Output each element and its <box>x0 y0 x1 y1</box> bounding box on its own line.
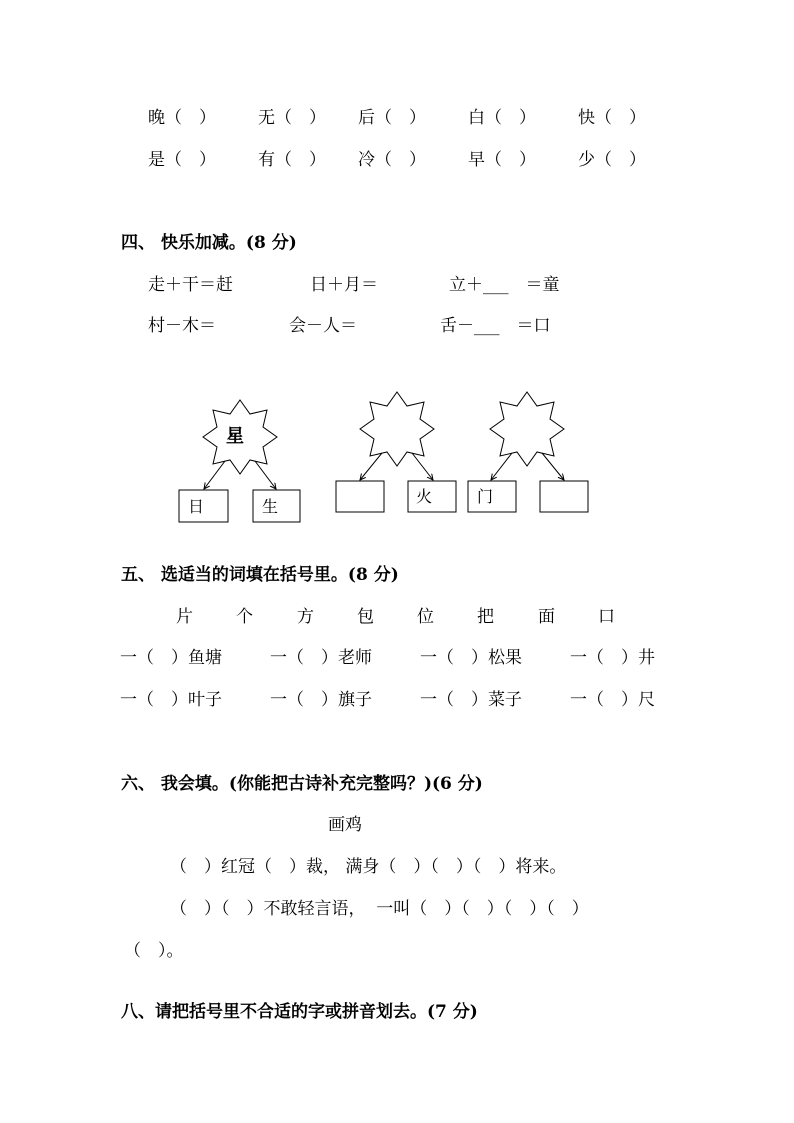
math-2-1: 村－木＝ <box>148 316 216 336</box>
antonym-1-5: 快（ ） <box>578 108 646 128</box>
antonym-2-5: 少（ ） <box>578 150 646 170</box>
star-shape-2 <box>336 392 456 512</box>
measure-2-2: 一（ ）旗子 <box>270 690 372 710</box>
word-2: 个 <box>236 607 253 627</box>
star1-center: 星 <box>226 426 244 447</box>
antonym-2-3: 冷（ ） <box>358 150 426 170</box>
section5-title: 五、 选适当的词填在括号里。(8 分) <box>121 565 399 585</box>
poem-line-2: （ ）（ ）不敢轻言语， 一叫（ ）（ ）（ ）（ ） <box>170 899 589 919</box>
star1-box-left: 日 <box>188 497 205 516</box>
star1-box-right: 生 <box>262 497 279 516</box>
measure-2-4: 一（ ）尺 <box>570 690 655 710</box>
section6-title: 六、 我会填。(你能把古诗补充完整吗？)(6 分) <box>121 774 483 794</box>
measure-2-3: 一（ ）菜子 <box>420 690 522 710</box>
math-1-1: 走＋干＝赶 <box>148 275 233 295</box>
measure-2-1: 一（ ）叶子 <box>120 690 222 710</box>
antonym-1-3: 后（ ） <box>358 108 426 128</box>
poem-line-1: （ ）红冠（ ）裁， 满身（ ）（ ）（ ）将来。 <box>170 857 567 877</box>
math-2-2: 会－人＝ <box>289 316 357 336</box>
math-2-3: 舌－___ ＝口 <box>440 316 551 336</box>
word-3: 方 <box>297 607 314 627</box>
math-1-2: 日＋月＝ <box>310 275 378 295</box>
star2-box-right: 火 <box>416 487 433 506</box>
antonym-2-1: 是（ ） <box>148 150 216 170</box>
word-8: 口 <box>598 607 615 627</box>
measure-1-4: 一（ ）井 <box>570 648 655 668</box>
star3-box-left: 门 <box>477 487 494 506</box>
measure-1-1: 一（ ）鱼塘 <box>120 648 222 668</box>
measure-1-2: 一（ ）老师 <box>270 648 372 668</box>
word-6: 把 <box>477 607 494 627</box>
poem-title: 画鸡 <box>328 815 362 835</box>
antonym-2-2: 有（ ） <box>258 150 326 170</box>
math-1-3: 立＋___ ＝童 <box>449 275 560 295</box>
word-5: 位 <box>417 607 434 627</box>
poem-line-3: （ ）。 <box>124 941 184 961</box>
measure-1-3: 一（ ）松果 <box>420 648 522 668</box>
word-1: 片 <box>176 607 193 627</box>
word-4: 包 <box>357 607 374 627</box>
antonym-2-4: 早（ ） <box>468 150 536 170</box>
antonym-1-2: 无（ ） <box>258 108 326 128</box>
word-7: 面 <box>538 607 555 627</box>
antonym-1-4: 白（ ） <box>468 108 536 128</box>
section4-title: 四、 快乐加减。(8 分) <box>121 233 297 253</box>
section8-title: 八、请把括号里不合适的字或拼音划去。(7 分) <box>121 1002 478 1022</box>
antonym-1-1: 晚（ ） <box>148 108 216 128</box>
